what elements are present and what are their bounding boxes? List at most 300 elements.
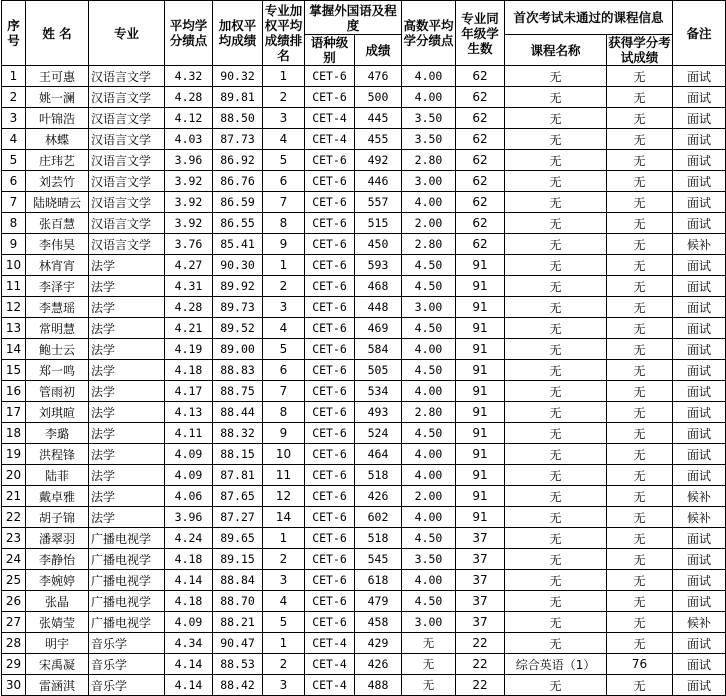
cell-language-type: CET-6 [305, 297, 355, 318]
cell-failed-course-name: 无 [505, 402, 607, 423]
header-failed-course-name: 课程名称 [505, 35, 607, 66]
header-major: 专业 [89, 1, 165, 66]
cell-remark: 面试 [673, 465, 726, 486]
table-row [2, 675, 726, 696]
cell-math-gpa: 2.80 [402, 234, 456, 255]
cell-gpa: 4.14 [165, 675, 213, 696]
cell-failed-course-name: 无 [505, 150, 607, 171]
cell-name: 常明慧 [26, 318, 89, 339]
cell-weighted-average: 88.44 [213, 402, 263, 423]
cell-math-gpa: 4.00 [402, 444, 456, 465]
cell-student-count: 37 [456, 549, 505, 570]
cell-language-score: 469 [355, 318, 402, 339]
cell-failed-course-score: 无 [607, 360, 673, 381]
header-language-type: 语种级别 [305, 35, 355, 66]
table-row [2, 192, 726, 213]
cell-remark: 面试 [673, 549, 726, 570]
cell-failed-course-score: 无 [607, 528, 673, 549]
cell-name: 李静怡 [26, 549, 89, 570]
cell-name: 李璐 [26, 423, 89, 444]
cell-remark: 面试 [673, 66, 726, 87]
cell-seq: 24 [2, 549, 26, 570]
cell-remark: 面试 [673, 402, 726, 423]
cell-failed-course-score: 无 [607, 444, 673, 465]
cell-rank: 5 [263, 150, 305, 171]
cell-rank: 3 [263, 108, 305, 129]
cell-failed-course-name: 无 [505, 234, 607, 255]
header-name: 姓 名 [26, 1, 89, 66]
table-row [2, 318, 726, 339]
cell-weighted-average: 88.70 [213, 591, 263, 612]
cell-major: 法学 [89, 339, 165, 360]
cell-language-score: 479 [355, 591, 402, 612]
cell-language-type: CET-6 [305, 486, 355, 507]
cell-major: 法学 [89, 360, 165, 381]
cell-student-count: 22 [456, 633, 505, 654]
cell-math-gpa: 4.00 [402, 381, 456, 402]
cell-math-gpa: 2.80 [402, 150, 456, 171]
cell-seq: 15 [2, 360, 26, 381]
cell-seq: 27 [2, 612, 26, 633]
cell-major: 法学 [89, 255, 165, 276]
cell-language-score: 518 [355, 465, 402, 486]
cell-name: 李慧瑶 [26, 297, 89, 318]
cell-major: 法学 [89, 402, 165, 423]
cell-math-gpa: 无 [402, 633, 456, 654]
cell-weighted-average: 86.59 [213, 192, 263, 213]
cell-math-gpa: 3.50 [402, 108, 456, 129]
cell-student-count: 37 [456, 612, 505, 633]
cell-failed-course-score: 无 [607, 255, 673, 276]
cell-language-score: 505 [355, 360, 402, 381]
cell-weighted-average: 88.32 [213, 423, 263, 444]
table-row [2, 402, 726, 423]
cell-seq: 16 [2, 381, 26, 402]
cell-failed-course-name: 无 [505, 276, 607, 297]
table-row [2, 549, 726, 570]
cell-name: 胡子锦 [26, 507, 89, 528]
cell-language-score: 446 [355, 171, 402, 192]
header-language-score: 成绩 [355, 35, 402, 66]
cell-major: 汉语言文学 [89, 171, 165, 192]
cell-remark: 候补 [673, 612, 726, 633]
cell-math-gpa: 2.00 [402, 213, 456, 234]
cell-language-score: 445 [355, 108, 402, 129]
cell-remark: 面试 [673, 213, 726, 234]
cell-rank: 4 [263, 129, 305, 150]
cell-language-score: 584 [355, 339, 402, 360]
cell-failed-course-name: 无 [505, 570, 607, 591]
cell-language-type: CET-6 [305, 87, 355, 108]
cell-name: 陆菲 [26, 465, 89, 486]
cell-remark: 面试 [673, 633, 726, 654]
table-body [2, 66, 726, 696]
cell-gpa: 3.92 [165, 171, 213, 192]
cell-failed-course-name: 无 [505, 591, 607, 612]
cell-rank: 2 [263, 549, 305, 570]
cell-language-score: 493 [355, 402, 402, 423]
cell-remark: 面试 [673, 276, 726, 297]
cell-language-type: CET-6 [305, 213, 355, 234]
cell-gpa: 3.92 [165, 192, 213, 213]
cell-remark: 面试 [673, 444, 726, 465]
cell-weighted-average: 90.47 [213, 633, 263, 654]
cell-major: 法学 [89, 486, 165, 507]
cell-seq: 29 [2, 654, 26, 675]
cell-remark: 面试 [673, 339, 726, 360]
cell-major: 法学 [89, 423, 165, 444]
cell-failed-course-name: 无 [505, 465, 607, 486]
cell-name: 张晶 [26, 591, 89, 612]
cell-failed-course-score: 无 [607, 507, 673, 528]
cell-name: 郑一鸣 [26, 360, 89, 381]
cell-major: 汉语言文学 [89, 234, 165, 255]
cell-student-count: 91 [456, 423, 505, 444]
cell-rank: 3 [263, 675, 305, 696]
cell-major: 法学 [89, 318, 165, 339]
cell-remark: 面试 [673, 360, 726, 381]
cell-seq: 17 [2, 402, 26, 423]
table-row [2, 129, 726, 150]
cell-language-score: 515 [355, 213, 402, 234]
header-failed-course-group: 首次考试未通过的课程信息 [505, 1, 673, 35]
cell-language-score: 492 [355, 150, 402, 171]
cell-failed-course-name: 无 [505, 297, 607, 318]
cell-remark: 面试 [673, 108, 726, 129]
cell-seq: 7 [2, 192, 26, 213]
cell-math-gpa: 3.00 [402, 171, 456, 192]
cell-rank: 6 [263, 360, 305, 381]
cell-major: 音乐学 [89, 675, 165, 696]
cell-student-count: 91 [456, 339, 505, 360]
cell-rank: 3 [263, 297, 305, 318]
header-failed-course-score: 获得学分考试成绩 [608, 35, 671, 65]
cell-seq: 10 [2, 255, 26, 276]
table-row [2, 171, 726, 192]
cell-name: 李泽宇 [26, 276, 89, 297]
cell-remark: 面试 [673, 381, 726, 402]
cell-remark: 面试 [673, 675, 726, 696]
cell-name: 李伟昊 [26, 234, 89, 255]
cell-seq: 13 [2, 318, 26, 339]
cell-failed-course-score: 无 [607, 612, 673, 633]
cell-major: 汉语言文学 [89, 129, 165, 150]
cell-weighted-average: 89.15 [213, 549, 263, 570]
cell-remark: 面试 [673, 87, 726, 108]
cell-major: 法学 [89, 465, 165, 486]
cell-rank: 6 [263, 171, 305, 192]
cell-rank: 14 [263, 507, 305, 528]
table-row [2, 465, 726, 486]
cell-name: 刘琪暄 [26, 402, 89, 423]
cell-language-type: CET-6 [305, 549, 355, 570]
cell-rank: 4 [263, 318, 305, 339]
cell-gpa: 4.24 [165, 528, 213, 549]
cell-failed-course-score: 无 [607, 87, 673, 108]
cell-seq: 14 [2, 339, 26, 360]
cell-gpa: 4.06 [165, 486, 213, 507]
cell-rank: 4 [263, 591, 305, 612]
cell-student-count: 62 [456, 108, 505, 129]
cell-weighted-average: 88.42 [213, 675, 263, 696]
cell-student-count: 22 [456, 675, 505, 696]
cell-remark: 候补 [673, 234, 726, 255]
cell-failed-course-name: 无 [505, 486, 607, 507]
cell-failed-course-name: 无 [505, 255, 607, 276]
cell-failed-course-name: 无 [505, 318, 607, 339]
table-row [2, 66, 726, 87]
cell-student-count: 62 [456, 213, 505, 234]
cell-math-gpa: 4.50 [402, 423, 456, 444]
cell-failed-course-name: 无 [505, 213, 607, 234]
cell-name: 管雨初 [26, 381, 89, 402]
cell-name: 林宵宵 [26, 255, 89, 276]
table-row [2, 108, 726, 129]
cell-major: 广播电视学 [89, 612, 165, 633]
cell-language-score: 602 [355, 507, 402, 528]
cell-weighted-average: 89.65 [213, 528, 263, 549]
cell-rank: 9 [263, 234, 305, 255]
cell-failed-course-name: 无 [505, 444, 607, 465]
cell-failed-course-score: 无 [607, 633, 673, 654]
cell-language-score: 500 [355, 87, 402, 108]
cell-gpa: 4.14 [165, 654, 213, 675]
cell-math-gpa: 4.00 [402, 66, 456, 87]
cell-math-gpa: 4.50 [402, 360, 456, 381]
cell-failed-course-score: 无 [607, 192, 673, 213]
cell-major: 广播电视学 [89, 528, 165, 549]
cell-failed-course-score: 无 [607, 213, 673, 234]
cell-language-type: CET-6 [305, 234, 355, 255]
cell-name: 明宇 [26, 633, 89, 654]
cell-language-type: CET-6 [305, 318, 355, 339]
cell-seq: 26 [2, 591, 26, 612]
cell-seq: 23 [2, 528, 26, 549]
cell-language-type: CET-6 [305, 192, 355, 213]
cell-remark: 面试 [673, 150, 726, 171]
cell-student-count: 91 [456, 465, 505, 486]
cell-math-gpa: 3.50 [402, 549, 456, 570]
cell-gpa: 4.27 [165, 255, 213, 276]
header-weighted-average: 加权平均成绩 [213, 1, 263, 66]
table-row [2, 423, 726, 444]
cell-language-score: 455 [355, 129, 402, 150]
cell-math-gpa: 2.80 [402, 402, 456, 423]
cell-math-gpa: 4.00 [402, 507, 456, 528]
cell-major: 汉语言文学 [89, 213, 165, 234]
cell-gpa: 4.03 [165, 129, 213, 150]
cell-failed-course-score: 无 [607, 423, 673, 444]
cell-rank: 8 [263, 402, 305, 423]
cell-weighted-average: 87.73 [213, 129, 263, 150]
table-row [2, 87, 726, 108]
cell-student-count: 22 [456, 654, 505, 675]
cell-failed-course-score: 无 [607, 276, 673, 297]
cell-seq: 5 [2, 150, 26, 171]
cell-remark: 面试 [673, 528, 726, 549]
cell-language-score: 429 [355, 633, 402, 654]
cell-language-type: CET-6 [305, 591, 355, 612]
cell-weighted-average: 87.65 [213, 486, 263, 507]
cell-weighted-average: 90.32 [213, 66, 263, 87]
cell-gpa: 3.96 [165, 507, 213, 528]
table-row [2, 612, 726, 633]
cell-failed-course-score: 无 [607, 465, 673, 486]
cell-name: 王可惠 [26, 66, 89, 87]
header-math-gpa: 高数平均学分绩点 [402, 1, 456, 66]
cell-language-type: CET-6 [305, 423, 355, 444]
cell-gpa: 4.14 [165, 570, 213, 591]
cell-failed-course-score: 无 [607, 591, 673, 612]
cell-failed-course-name: 无 [505, 360, 607, 381]
cell-math-gpa: 无 [402, 654, 456, 675]
cell-student-count: 91 [456, 255, 505, 276]
cell-weighted-average: 85.41 [213, 234, 263, 255]
cell-failed-course-name: 无 [505, 192, 607, 213]
cell-remark: 面试 [673, 297, 726, 318]
cell-student-count: 91 [456, 318, 505, 339]
cell-failed-course-name: 无 [505, 528, 607, 549]
cell-student-count: 62 [456, 87, 505, 108]
cell-seq: 11 [2, 276, 26, 297]
cell-gpa: 4.18 [165, 360, 213, 381]
cell-language-type: CET-6 [305, 150, 355, 171]
table-row [2, 150, 726, 171]
cell-failed-course-score: 无 [607, 108, 673, 129]
cell-gpa: 3.92 [165, 213, 213, 234]
cell-student-count: 91 [456, 276, 505, 297]
cell-weighted-average: 86.55 [213, 213, 263, 234]
cell-name: 刘芸竹 [26, 171, 89, 192]
cell-math-gpa: 4.50 [402, 528, 456, 549]
cell-seq: 12 [2, 297, 26, 318]
cell-remark: 面试 [673, 192, 726, 213]
cell-language-type: CET-6 [305, 528, 355, 549]
cell-student-count: 91 [456, 444, 505, 465]
cell-failed-course-score: 无 [607, 675, 673, 696]
cell-remark: 面试 [673, 591, 726, 612]
cell-remark: 面试 [673, 570, 726, 591]
cell-major: 广播电视学 [89, 570, 165, 591]
cell-math-gpa: 4.50 [402, 591, 456, 612]
cell-language-score: 618 [355, 570, 402, 591]
cell-gpa: 3.96 [165, 150, 213, 171]
table-row [2, 444, 726, 465]
cell-seq: 22 [2, 507, 26, 528]
cell-major: 汉语言文学 [89, 192, 165, 213]
cell-language-type: CET-6 [305, 381, 355, 402]
cell-failed-course-name: 无 [505, 612, 607, 633]
cell-student-count: 62 [456, 66, 505, 87]
cell-gpa: 4.18 [165, 549, 213, 570]
cell-seq: 20 [2, 465, 26, 486]
cell-rank: 1 [263, 633, 305, 654]
cell-remark: 面试 [673, 318, 726, 339]
cell-failed-course-score: 无 [607, 297, 673, 318]
cell-seq: 2 [2, 87, 26, 108]
cell-weighted-average: 87.27 [213, 507, 263, 528]
cell-language-score: 464 [355, 444, 402, 465]
cell-math-gpa: 4.00 [402, 339, 456, 360]
cell-weighted-average: 90.30 [213, 255, 263, 276]
cell-weighted-average: 89.73 [213, 297, 263, 318]
cell-math-gpa: 3.00 [402, 297, 456, 318]
cell-gpa: 4.32 [165, 66, 213, 87]
cell-language-score: 488 [355, 675, 402, 696]
cell-failed-course-name: 无 [505, 171, 607, 192]
cell-student-count: 62 [456, 150, 505, 171]
cell-seq: 19 [2, 444, 26, 465]
cell-rank: 9 [263, 423, 305, 444]
cell-math-gpa: 4.00 [402, 465, 456, 486]
cell-student-count: 91 [456, 360, 505, 381]
cell-name: 叶锦浩 [26, 108, 89, 129]
cell-rank: 2 [263, 87, 305, 108]
cell-name: 鲍士云 [26, 339, 89, 360]
cell-language-type: CET-6 [305, 276, 355, 297]
cell-gpa: 4.12 [165, 108, 213, 129]
cell-rank: 7 [263, 381, 305, 402]
cell-failed-course-name: 无 [505, 339, 607, 360]
cell-failed-course-score: 无 [607, 171, 673, 192]
cell-gpa: 4.31 [165, 276, 213, 297]
cell-language-type: CET-6 [305, 360, 355, 381]
cell-math-gpa: 4.00 [402, 570, 456, 591]
cell-weighted-average: 87.81 [213, 465, 263, 486]
cell-language-score: 524 [355, 423, 402, 444]
cell-failed-course-name: 无 [505, 108, 607, 129]
cell-language-type: CET-4 [305, 633, 355, 654]
cell-student-count: 37 [456, 570, 505, 591]
cell-major: 法学 [89, 297, 165, 318]
cell-major: 法学 [89, 276, 165, 297]
cell-rank: 8 [263, 213, 305, 234]
cell-gpa: 4.09 [165, 612, 213, 633]
cell-failed-course-name: 无 [505, 507, 607, 528]
header-student-count: 专业同年级学生数 [456, 1, 505, 66]
cell-remark: 面试 [673, 129, 726, 150]
table-row [2, 528, 726, 549]
cell-failed-course-score: 无 [607, 402, 673, 423]
cell-language-score: 448 [355, 297, 402, 318]
cell-remark: 面试 [673, 255, 726, 276]
cell-major: 汉语言文学 [89, 87, 165, 108]
cell-rank: 1 [263, 528, 305, 549]
cell-language-score: 458 [355, 612, 402, 633]
cell-gpa: 4.28 [165, 297, 213, 318]
cell-weighted-average: 88.21 [213, 612, 263, 633]
cell-math-gpa: 4.00 [402, 87, 456, 108]
cell-gpa: 4.21 [165, 318, 213, 339]
cell-student-count: 62 [456, 234, 505, 255]
cell-failed-course-score: 76 [607, 654, 673, 675]
cell-failed-course-name: 无 [505, 381, 607, 402]
cell-major: 音乐学 [89, 633, 165, 654]
cell-weighted-average: 86.92 [213, 150, 263, 171]
cell-language-type: CET-6 [305, 507, 355, 528]
cell-major: 广播电视学 [89, 591, 165, 612]
cell-failed-course-score: 无 [607, 486, 673, 507]
cell-language-type: CET-6 [305, 444, 355, 465]
cell-name: 李婉婷 [26, 570, 89, 591]
cell-rank: 1 [263, 66, 305, 87]
cell-major: 汉语言文学 [89, 150, 165, 171]
cell-language-type: CET-6 [305, 570, 355, 591]
cell-language-type: CET-4 [305, 675, 355, 696]
cell-language-type: CET-6 [305, 612, 355, 633]
cell-failed-course-name: 综合英语（1） [505, 654, 607, 675]
cell-weighted-average: 88.84 [213, 570, 263, 591]
